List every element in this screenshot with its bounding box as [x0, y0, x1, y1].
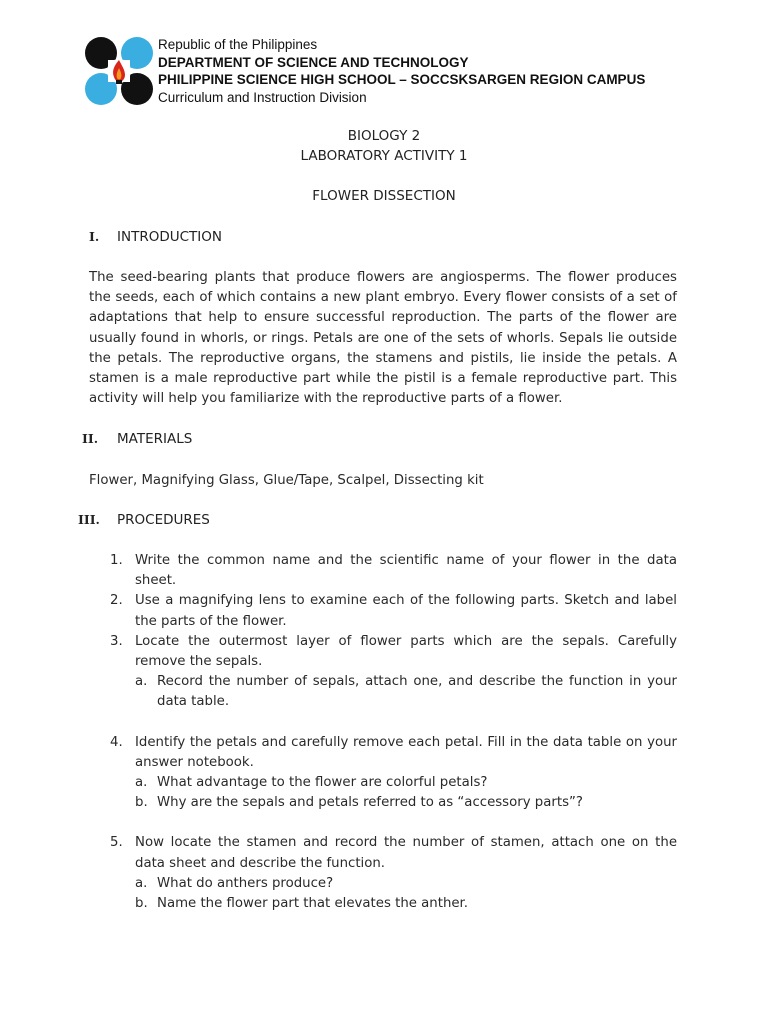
- section-intro-heading: [89, 229, 222, 245]
- step-text: Now locate the stamen and record the number of stamen, attach one on the data sheet and describe the function.: [135, 835, 677, 871]
- section-procedures-heading: [78, 512, 210, 528]
- step-text: Locate the outermost layer of flower parts which are the sepals. Carefully remove the sepals.: [135, 633, 677, 670]
- header-republic: Republic of the Philippines: [158, 37, 318, 52]
- course-title: BIOLOGY 2: [347, 128, 421, 144]
- substep-letter: b.: [135, 896, 148, 912]
- step-number: 3.: [110, 633, 123, 649]
- step-number: 4.: [110, 734, 123, 750]
- section-title: MATERIALS: [117, 431, 193, 447]
- section-number: I.: [89, 229, 100, 244]
- procedure-substep: [135, 773, 677, 793]
- substep-letter: a.: [135, 875, 148, 891]
- section-number: II.: [82, 431, 99, 446]
- substep-letter: b.: [135, 795, 148, 811]
- procedure-step: [110, 591, 677, 631]
- topic-title: FLOWER DISSECTION: [312, 188, 456, 204]
- procedure-step: [110, 632, 677, 713]
- section-materials-heading: [82, 431, 192, 447]
- pshs-logo-icon: [84, 36, 154, 106]
- procedure-substep: [135, 672, 677, 712]
- section-title: PROCEDURES: [117, 512, 210, 528]
- step-number: 5.: [110, 835, 123, 851]
- substep-text: What advantage to the flower are colorful petals?: [157, 775, 488, 791]
- procedure-step: [110, 733, 677, 814]
- procedure-step: [110, 833, 677, 914]
- procedure-step: [110, 551, 677, 591]
- header-school: PHILIPPINE SCIENCE HIGH SCHOOL – SOCCSKSARGEN REGION CAMPUS: [158, 72, 646, 87]
- procedure-substep: [135, 894, 677, 914]
- step-text: Identify the petals and carefully remove each petal. Fill in the data table on your answer notebook.: [135, 734, 677, 770]
- procedures-list: [110, 551, 677, 914]
- step-number: 2.: [110, 593, 123, 609]
- substep-text: Name the flower part that elevates the anther.: [157, 896, 469, 912]
- header-department: DEPARTMENT OF SCIENCE AND TECHNOLOGY: [158, 54, 469, 70]
- intro-paragraph: The seed-bearing plants that produce flowers are angiosperms. The flower produces the seeds, each of which contains a new plant embryo. Every flower consists of a set of adaptations that help to ensure successful reproduction. The parts of the flower are usually found in whorls, or rings. Petals are one of the sets of whorls. Sepals lie outside the petals. The reproductive organs, the stamens and pistils, lie inside the petals. A stamen is a male reproductive part while the pistil is a female reproductive part. This activity will help you familiarize with the reproductive parts of a flower.: [89, 270, 677, 407]
- substep-letter: a.: [135, 674, 148, 690]
- activity-title: LABORATORY ACTIVITY 1: [300, 148, 468, 164]
- step-number: 1.: [110, 553, 123, 568]
- substep-text: What do anthers produce?: [157, 875, 334, 891]
- procedure-substep: [135, 793, 677, 813]
- substep-text: Record the number of sepals, attach one, and describe the function in your data table.: [157, 674, 677, 710]
- header-division: Curriculum and Instruction Division: [158, 89, 367, 105]
- procedure-substep: [135, 874, 677, 894]
- substep-text: Why are the sepals and petals referred to as “accessory parts”?: [157, 795, 583, 811]
- step-text: Use a magnifying lens to examine each of the following parts. Sketch and label the parts of the flower.: [135, 593, 677, 629]
- materials-list: Flower, Magnifying Glass, Glue/Tape, Scalpel, Dissecting kit: [89, 473, 484, 488]
- section-title: INTRODUCTION: [117, 229, 222, 245]
- section-number: III.: [78, 512, 100, 527]
- step-text: Write the common name and the scientific name of your flower in the data sheet.: [135, 553, 677, 589]
- substep-letter: a.: [135, 775, 148, 791]
